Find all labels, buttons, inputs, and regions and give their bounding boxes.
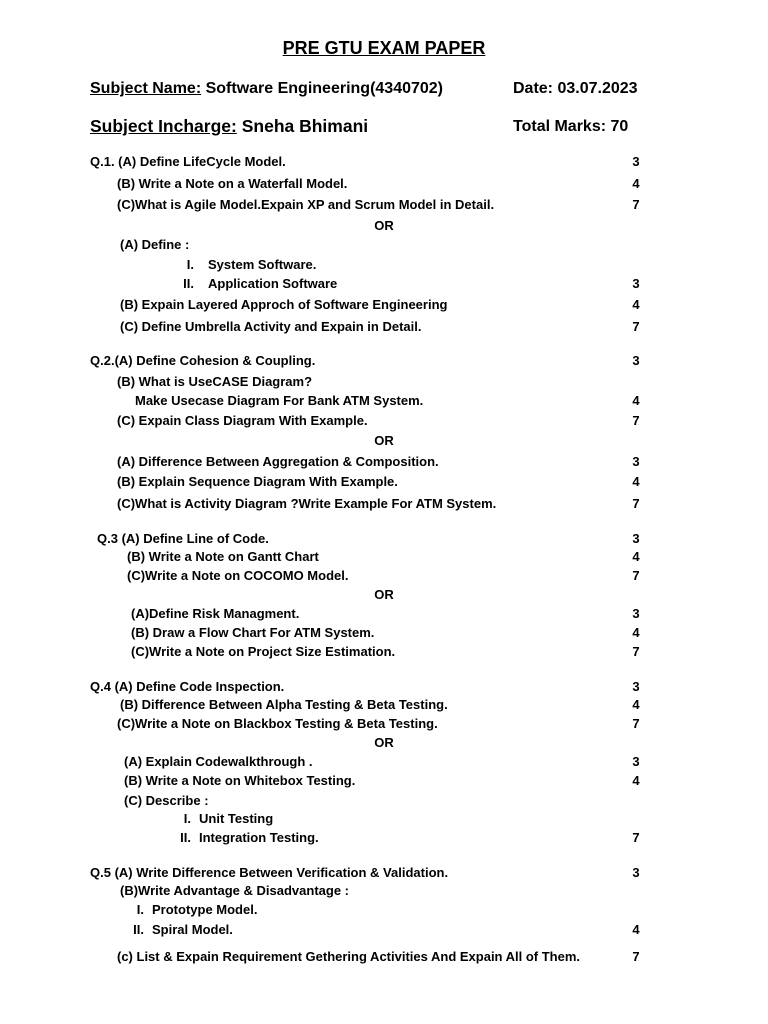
q5-b-marks: 4 — [632, 922, 640, 937]
q1-alt-c-marks: 7 — [632, 319, 640, 334]
q1-a: Q.1. (A) Define LifeCycle Model. — [90, 154, 286, 169]
q3-alt-c-marks: 7 — [632, 644, 640, 659]
q2-alt-b: (B) Explain Sequence Diagram With Example. — [117, 474, 398, 489]
subject-value: Software Engineering(4340702) — [205, 80, 444, 97]
q2-b-line1: (B) What is UseCASE Diagram? — [117, 374, 313, 389]
q4-alt-a-marks: 3 — [632, 754, 640, 769]
q3-b: (B) Write a Note on Gantt Chart — [127, 549, 319, 564]
q1-c-marks: 7 — [632, 197, 640, 212]
or-separator: OR — [374, 433, 394, 448]
q4-alt-c-i: I. Unit Testing — [183, 811, 274, 826]
q1-a-marks: 3 — [632, 154, 640, 169]
q1-alt-c: (C) Define Umbrella Activity and Expain in Detail. — [120, 319, 422, 334]
q4-a-marks: 3 — [632, 679, 640, 694]
q1-alt-a-marks: 3 — [632, 276, 640, 291]
q1-b-marks: 4 — [632, 176, 640, 191]
q2-alt-a-marks: 3 — [632, 454, 640, 469]
q1-alt-a-i: I. System Software. — [186, 257, 317, 272]
q3-alt-b: (B) Draw a Flow Chart For ATM System. — [131, 625, 375, 640]
q4-alt-b-marks: 4 — [632, 773, 640, 788]
q3-c: (C)Write a Note on COCOMO Model. — [127, 568, 349, 583]
exam-date: Date: 03.07.2023 — [513, 80, 638, 97]
q2-alt-b-marks: 4 — [632, 474, 640, 489]
incharge-value: Sneha Bhimani — [241, 116, 369, 136]
q1-alt-a: (A) Define : — [120, 237, 190, 252]
q4-alt-c-marks: 7 — [632, 830, 640, 845]
q4-b-marks: 4 — [632, 697, 640, 712]
incharge-label: Subject Incharge: — [90, 116, 237, 136]
q2-a-marks: 3 — [632, 353, 640, 368]
q5-a: Q.5 (A) Write Difference Between Verification & Validation. — [90, 865, 449, 880]
q3-alt-a: (A)Define Risk Managment. — [131, 606, 300, 621]
or-separator: OR — [374, 735, 394, 750]
q3-alt-a-marks: 3 — [632, 606, 640, 621]
q4-c-marks: 7 — [632, 716, 640, 731]
subject-incharge — [90, 116, 368, 137]
q2-c-marks: 7 — [632, 413, 640, 428]
subject-label: Subject Name: — [90, 80, 202, 97]
q2-c: (C) Expain Class Diagram With Example. — [117, 413, 368, 428]
q5-b-i: I. Prototype Model. — [136, 902, 258, 917]
q4-alt-a: (A) Explain Codewalkthrough . — [124, 754, 313, 769]
subject-name — [90, 80, 443, 98]
q1-alt-b: (B) Expain Layered Approch of Software Engineering — [120, 297, 448, 312]
q3-a-marks: 3 — [632, 531, 640, 546]
paper-title: PRE GTU EXAM PAPER — [282, 38, 486, 58]
q4-a: Q.4 (A) Define Code Inspection. — [90, 679, 285, 694]
q4-alt-b: (B) Write a Note on Whitebox Testing. — [124, 773, 356, 788]
q2-alt-c: (C)What is Activity Diagram ?Write Example For ATM System. — [117, 496, 497, 511]
q5-c-marks: 7 — [632, 949, 640, 964]
q5-b: (B)Write Advantage & Disadvantage : — [120, 883, 349, 898]
q4-c: (C)Write a Note on Blackbox Testing & Beta Testing. — [117, 716, 438, 731]
or-separator: OR — [374, 218, 394, 233]
q3-c-marks: 7 — [632, 568, 640, 583]
q4-b: (B) Difference Between Alpha Testing & Beta Testing. — [120, 697, 448, 712]
q2-b-marks: 4 — [632, 393, 640, 408]
q2-b-line2: Make Usecase Diagram For Bank ATM System. — [135, 393, 424, 408]
q3-b-marks: 4 — [632, 549, 640, 564]
q1-b: (B) Write a Note on a Waterfall Model. — [117, 176, 348, 191]
or-separator: OR — [374, 587, 394, 602]
q3-alt-b-marks: 4 — [632, 625, 640, 640]
q5-b-ii: II. Spiral Model. — [133, 922, 233, 937]
q4-alt-c: (C) Describe : — [124, 793, 209, 808]
q1-alt-b-marks: 4 — [632, 297, 640, 312]
q3-a: Q.3 (A) Define Line of Code. — [97, 531, 269, 546]
q4-alt-c-ii: II. Integration Testing. — [180, 830, 319, 845]
q1-c: (C)What is Agile Model.Expain XP and Scrum Model in Detail. — [117, 197, 495, 212]
q1-alt-a-ii: II. Application Software — [183, 276, 338, 291]
total-marks: Total Marks: 70 — [513, 118, 629, 135]
q3-alt-c: (C)Write a Note on Project Size Estimation. — [131, 644, 396, 659]
q5-c: (c) List & Expain Requirement Gethering Activities And Expain All of Them. — [117, 949, 581, 964]
q2-alt-c-marks: 7 — [632, 496, 640, 511]
q2-alt-a: (A) Difference Between Aggregation & Composition. — [117, 454, 439, 469]
q5-a-marks: 3 — [632, 865, 640, 880]
q2-a: Q.2.(A) Define Cohesion & Coupling. — [90, 353, 316, 368]
